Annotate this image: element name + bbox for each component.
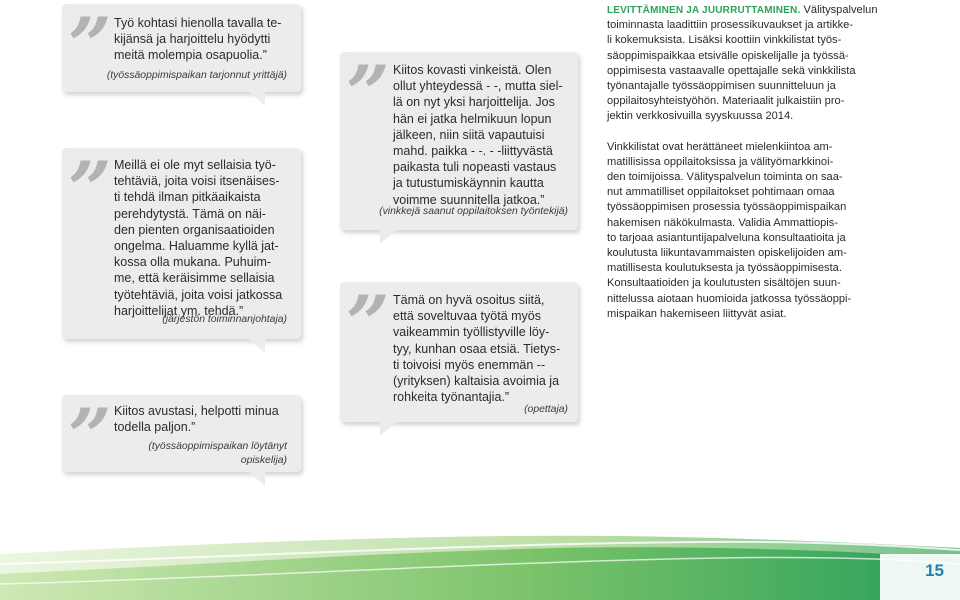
quote-text xyxy=(114,15,281,64)
quote-line: kijänsä ja harjoittelu hyödytti xyxy=(114,32,271,47)
quote-source xyxy=(162,313,287,327)
article-line: työnantajalle työssäoppimisen suunnitteluun ja xyxy=(607,80,836,93)
quote-bubble-2 xyxy=(62,145,301,339)
page-number: 15 xyxy=(925,561,944,580)
quote-source-line: (järjestön toiminnanjohtaja) xyxy=(162,314,287,325)
article-line: matillisissa oppilaitoksissa ja välityömarkkinoi- xyxy=(607,155,834,168)
quote-line: jälkeen, niin siitä vapautuisi xyxy=(393,127,545,142)
article-line: den toimijoissa. Välityspalvelun toiminta on saa- xyxy=(607,171,843,184)
article-line: li kokemuksista. Lisäksi koottiin vinkkilistat työs- xyxy=(607,34,842,47)
quote-line: Meillä ei ole myt sellaisia työ- xyxy=(114,158,276,172)
quote-line: ti toivoisi myös enemmän -- xyxy=(393,357,546,372)
quote-line: Kiitos avustasi, helpotti minua xyxy=(114,404,279,418)
quote-text xyxy=(114,157,282,319)
quote-bubble-4 xyxy=(340,49,578,230)
article-line: to tarjoaa asiantuntijapalveluna konsultaatioita ja xyxy=(607,231,846,244)
quote-mark-icon: ” xyxy=(346,279,390,368)
quote-line: me, että keräisimme sellaisia xyxy=(114,271,275,286)
article-line xyxy=(607,3,878,18)
article-text xyxy=(607,3,878,322)
quote-line: tyy, kunhan osaa etsiä. Tietys- xyxy=(393,341,561,356)
quote-line: ongelma. Haluamme kyllä jat- xyxy=(114,239,279,254)
article-line: jektin verkkosivuilla syyskuussa 2014. xyxy=(607,110,794,123)
quote-mark-icon: ” xyxy=(68,145,112,234)
quote-line: voimme suunnitella jatkoa.” xyxy=(393,192,545,207)
section-heading: LEVITTÄMINEN JA JUURRUTTAMINEN. xyxy=(607,5,801,16)
article-line: nittelussa aiotaan huomioida jatkossa työssäoppi- xyxy=(607,292,852,305)
quote-line: vaikeammin työllistyville löy- xyxy=(393,325,550,340)
quote-line: Kiitos kovasti vinkeistä. Olen xyxy=(393,63,552,77)
quote-source-line: (työssäoppimispaikan löytänyt xyxy=(148,441,287,452)
quote-line: meitä molempia osapuolia.” xyxy=(114,48,267,63)
quote-bubble-3 xyxy=(62,392,301,481)
article-line: mispaikan hakemiseen liittyvät asiat. xyxy=(607,307,787,320)
quote-line: paikasta tuli nopeasti vastaus xyxy=(393,160,557,175)
quote-line: perehdytystä. Tämä on näi- xyxy=(114,206,266,221)
quote-source-line: (vinkkejä saanut oppilaitoksen työntekijä) xyxy=(379,206,568,217)
quote-line: (yrityksen) kaltaisia avoimia ja xyxy=(393,374,560,389)
quote-source-line: (opettaja) xyxy=(524,404,568,415)
quote-mark-icon: ” xyxy=(346,49,390,138)
quote-source xyxy=(148,440,287,467)
quote-source xyxy=(524,403,568,417)
quote-line: lä on nyt yksi harjoittelija. Jos xyxy=(393,95,555,110)
quote-line: kossa olla mukana. Puhuim- xyxy=(114,255,272,270)
quote-source-line: opiskelija) xyxy=(240,454,287,466)
article-line: toiminnasta laadittiin prosessikuvaukset ja artikke- xyxy=(607,19,854,32)
quote-line: hän ei jatka helmikuun lopun xyxy=(393,111,552,126)
quote-line: ti tehdä ilman pitkäaikaista xyxy=(114,190,261,205)
article-line: nut ammatilliset oppilaitokset pohtimaan omaa xyxy=(607,186,835,199)
article-paragraph-2 xyxy=(607,140,865,322)
quote-bubble-5 xyxy=(340,279,578,422)
article-line: säoppimispaikkaa etsivälle opiskelijalle ja työssä- xyxy=(607,49,849,62)
quote-text xyxy=(393,292,560,405)
quote-line: ollut yhteydessä - -, mutta siel- xyxy=(393,79,563,94)
quote-text xyxy=(393,62,563,208)
article-line: työssäoppimisen prosessia työssäoppimispaikan xyxy=(607,201,847,214)
green-wave-decoration xyxy=(0,514,960,600)
quote-line: Työ kohtasi hienolla tavalla te- xyxy=(114,16,282,30)
quote-line: harjoittelijat ym. tehdä.” xyxy=(114,303,244,318)
article-line: hakemisen näkökulmasta. Validia Ammattiopis- xyxy=(607,216,839,229)
quote-line: työtehtäviä, joita voisi jatkossa xyxy=(114,287,283,302)
quote-line: että soveltuvaa työtä myös xyxy=(393,309,541,324)
quote-line: Tämä on hyvä osoitus siitä, xyxy=(393,293,545,307)
quote-bubble-1 xyxy=(62,1,301,92)
quote-line: mahd. paikka - -. - -liittyvästä xyxy=(393,144,553,159)
quote-text xyxy=(114,403,279,435)
quote-source xyxy=(107,69,287,83)
article-paragraph-1 xyxy=(607,3,878,125)
quote-source xyxy=(379,205,568,219)
quote-line: den pienten organisaatioiden xyxy=(114,222,275,237)
quote-line: ja tutustumiskäynnin kautta xyxy=(393,176,544,191)
footer-decoration xyxy=(0,514,960,600)
article-line-text: Välityspalvelun xyxy=(800,4,878,16)
article-line: koulutusta liikuntavammaisten opiskelijoiden am- xyxy=(607,247,847,260)
article-line: Konsultaatioiden ja koulutusten sisältöjen suun- xyxy=(607,277,841,290)
quote-line: tehtäviä, joita voisi itsenäises- xyxy=(114,174,280,189)
article-line: oppimisesta vastaavalle opettajalle sekä vinkkilista xyxy=(607,64,856,77)
quote-line: todella paljon.” xyxy=(114,420,196,435)
article-line: oppilaitosyhteistyöhön. Materiaalit julkaistiin pro- xyxy=(607,95,845,108)
article-line: matillisesta koulutuksesta ja työssäoppimisesta. xyxy=(607,262,842,275)
quote-line: rohkeita työnantajia.” xyxy=(393,390,510,405)
quote-mark-icon: ” xyxy=(68,1,112,90)
quote-source-line: (työssäoppimispaikan tarjonnut yrittäjä) xyxy=(106,70,287,81)
quote-mark-icon: ” xyxy=(68,392,112,481)
article-line: Vinkkilistat ovat herättäneet mielenkiintoa am- xyxy=(607,140,833,153)
